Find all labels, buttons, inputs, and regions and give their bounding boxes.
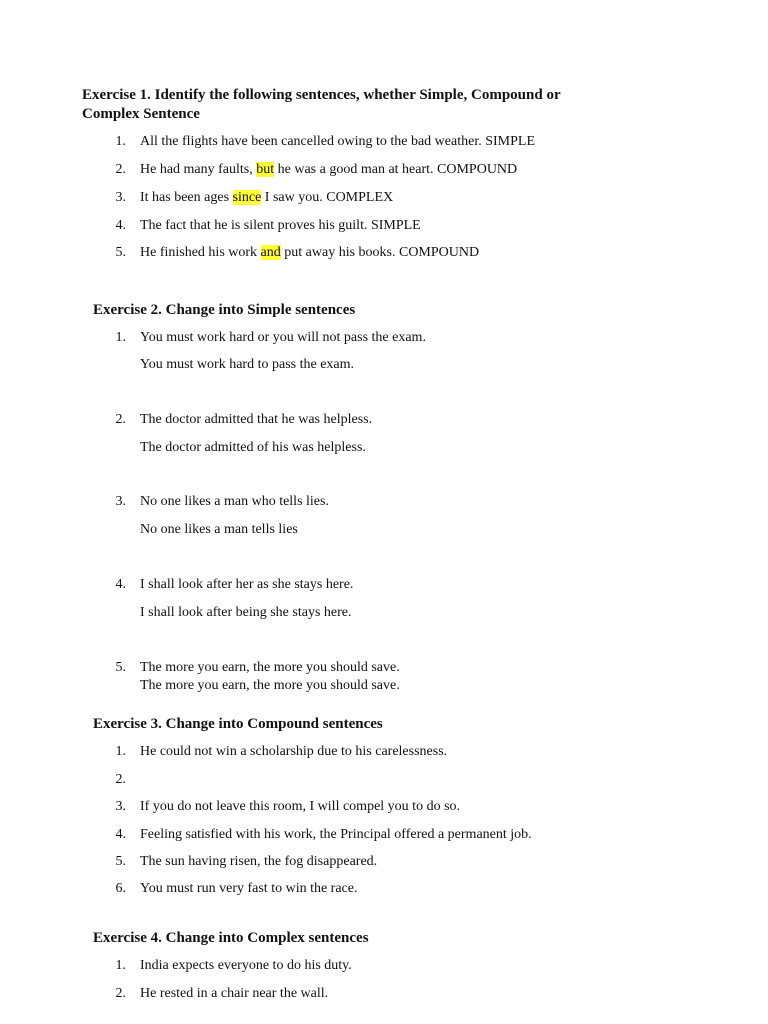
list-number: 2. bbox=[115, 162, 126, 177]
list-number: 1. bbox=[115, 134, 126, 149]
list-item: He rested in a chair near the wall. bbox=[140, 986, 329, 1001]
list-item: The fact that he is silent proves his guilt. SIMPLE bbox=[140, 218, 421, 233]
list-number: 2. bbox=[115, 772, 126, 787]
exercise-3-title: Exercise 3. Change into Compound sentences bbox=[93, 716, 383, 732]
question-sentence: You must work hard or you will not pass the exam. bbox=[140, 330, 426, 345]
list-item: You must run very fast to win the race. bbox=[140, 881, 358, 896]
list-item bbox=[140, 189, 393, 207]
exercise-1-title-line-1: Exercise 1. Identify the following sentences, whether Simple, Compound or bbox=[82, 87, 561, 103]
list-number: 1. bbox=[115, 958, 126, 973]
list-number: 5. bbox=[115, 245, 126, 260]
list-number: 5. bbox=[115, 854, 126, 869]
list-number: 3. bbox=[115, 190, 126, 205]
list-number: 4. bbox=[115, 827, 126, 842]
list-number: 2. bbox=[115, 986, 126, 1001]
list-number: 2. bbox=[115, 412, 126, 427]
list-item: If you do not leave this room, I will compel you to do so. bbox=[140, 799, 461, 814]
list-item: The sun having risen, the fog disappeared. bbox=[140, 854, 378, 869]
question-sentence: The more you earn, the more you should save. bbox=[140, 660, 400, 675]
exercise-1-title-line-2: Complex Sentence bbox=[82, 106, 200, 122]
list-number: 1. bbox=[115, 744, 126, 759]
answer-sentence: The doctor admitted of his was helpless. bbox=[140, 440, 366, 455]
text-segment: He had many faults, bbox=[140, 162, 257, 177]
list-number: 5. bbox=[115, 660, 126, 675]
list-number: 1. bbox=[115, 330, 126, 345]
exercise-2-title: Exercise 2. Change into Simple sentences bbox=[93, 302, 356, 318]
list-item bbox=[140, 244, 479, 262]
list-item bbox=[140, 161, 517, 179]
answer-sentence: No one likes a man tells lies bbox=[140, 522, 298, 537]
question-sentence: I shall look after her as she stays here. bbox=[140, 577, 354, 592]
list-item: All the flights have been cancelled owing to the bad weather. SIMPLE bbox=[140, 134, 536, 149]
question-sentence: No one likes a man who tells lies. bbox=[140, 494, 329, 509]
question-sentence: The doctor admitted that he was helpless. bbox=[140, 412, 373, 427]
list-item: India expects everyone to do his duty. bbox=[140, 958, 352, 973]
list-item: Feeling satisfied with his work, the Principal offered a permanent job. bbox=[140, 827, 532, 842]
highlighted-word: but bbox=[256, 162, 275, 177]
list-number: 6. bbox=[115, 881, 126, 896]
text-segment: he was a good man at heart. COMPOUND bbox=[274, 162, 518, 177]
list-number: 4. bbox=[115, 218, 126, 233]
highlighted-word: since bbox=[232, 190, 262, 205]
exercise-4-title: Exercise 4. Change into Complex sentences bbox=[93, 930, 369, 946]
list-number: 3. bbox=[115, 799, 126, 814]
answer-sentence: The more you earn, the more you should save. bbox=[140, 678, 400, 693]
list-number: 4. bbox=[115, 577, 126, 592]
text-segment: He finished his work bbox=[140, 245, 261, 260]
text-segment: put away his books. COMPOUND bbox=[280, 245, 480, 260]
highlighted-word: and bbox=[260, 245, 281, 260]
text-segment: I saw you. COMPLEX bbox=[261, 190, 394, 205]
list-number: 3. bbox=[115, 494, 126, 509]
answer-sentence: You must work hard to pass the exam. bbox=[140, 357, 355, 372]
text-segment: It has been ages bbox=[140, 190, 233, 205]
list-item: He could not win a scholarship due to his carelessness. bbox=[140, 744, 448, 759]
answer-sentence: I shall look after being she stays here. bbox=[140, 605, 352, 620]
